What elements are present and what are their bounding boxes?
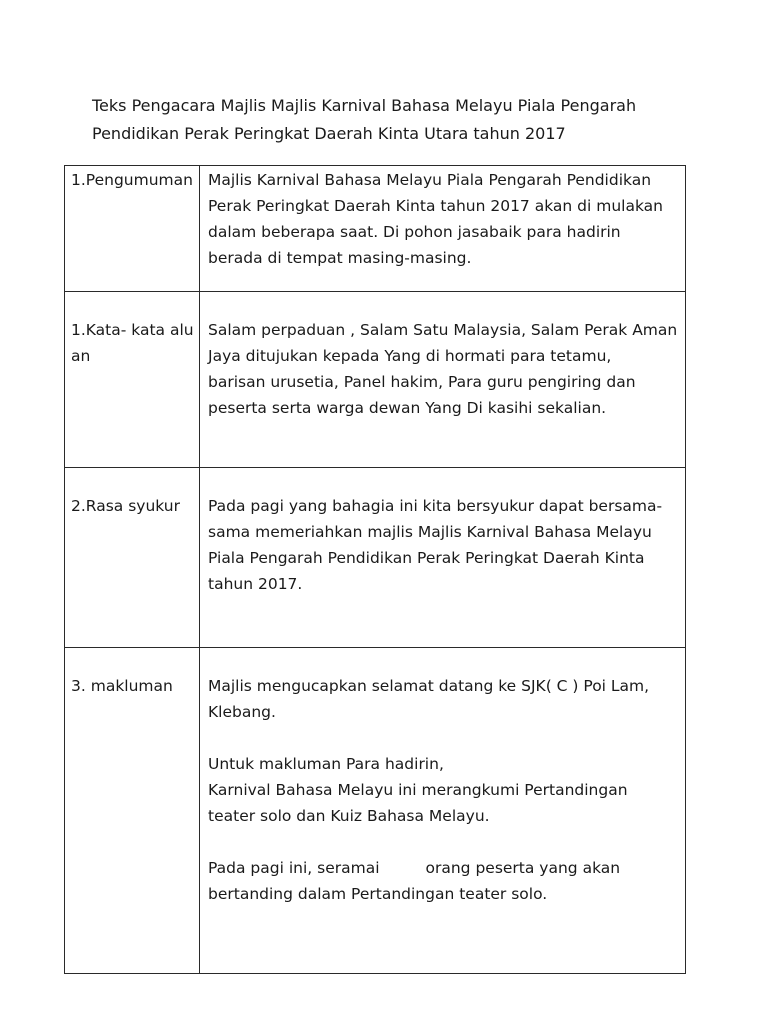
paragraph xyxy=(208,167,679,271)
row-label: 2.Rasa syukur xyxy=(65,468,200,648)
row-content xyxy=(200,468,686,648)
row-content xyxy=(200,292,686,468)
text-line: Perak Peringkat Daerah Kinta tahun 2017 akan di mulakan xyxy=(208,197,663,215)
row-content xyxy=(200,166,686,292)
text-line: bertanding dalam Pertandingan teater solo. xyxy=(208,885,548,903)
text-fragment: orang peserta yang akan xyxy=(425,859,621,877)
text-fragment: Pada pagi ini, seramai xyxy=(208,859,380,877)
paragraph xyxy=(208,855,679,907)
text-line: berada di tempat masing-masing. xyxy=(208,249,472,267)
script-table xyxy=(64,165,686,974)
row-label: 1.Pengumuman xyxy=(65,166,200,292)
row-label: 1.Kata- kata aluan xyxy=(65,292,200,468)
text-line: dalam beberapa saat. Di pohon jasabaik para hadirin xyxy=(208,223,621,241)
text-line: Karnival Bahasa Melayu ini merangkumi Pertandingan xyxy=(208,781,628,799)
text-line: Piala Pengarah Pendidikan Perak Peringkat Daerah Kinta xyxy=(208,549,645,567)
paragraph xyxy=(208,751,679,829)
table-row xyxy=(65,292,686,468)
text-line: Majlis mengucapkan selamat datang ke SJK( C ) Poi Lam, xyxy=(208,677,650,695)
text-line: Jaya ditujukan kepada Yang di hormati para tetamu, xyxy=(208,347,612,365)
text-line: peserta serta warga dewan Yang Di kasihi sekalian. xyxy=(208,399,607,417)
text-line: barisan urusetia, Panel hakim, Para guru pengiring dan xyxy=(208,373,636,391)
row-label: 3. makluman xyxy=(65,648,200,974)
text-line xyxy=(208,855,679,881)
row-content xyxy=(200,648,686,974)
text-line: teater solo dan Kuiz Bahasa Melayu. xyxy=(208,807,490,825)
paragraph xyxy=(208,317,679,421)
title-line-1: Teks Pengacara Majlis Majlis Karnival Bahasa Melayu Piala Pengarah xyxy=(92,96,637,115)
text-line: Pada pagi yang bahagia ini kita bersyukur dapat bersama- xyxy=(208,497,663,515)
paragraph xyxy=(208,493,679,597)
text-line: tahun 2017. xyxy=(208,575,303,593)
text-line: Salam perpaduan , Salam Satu Malaysia, Salam Perak Aman xyxy=(208,321,678,339)
title-line-2: Pendidikan Perak Peringkat Daerah Kinta Utara tahun 2017 xyxy=(92,124,566,143)
text-line: sama memeriahkan majlis Majlis Karnival Bahasa Melayu xyxy=(208,523,652,541)
paragraph xyxy=(208,673,679,725)
document-title xyxy=(92,92,712,148)
table-row xyxy=(65,166,686,292)
text-line: Klebang. xyxy=(208,703,276,721)
table-row xyxy=(65,648,686,974)
table-row xyxy=(65,468,686,648)
text-line: Majlis Karnival Bahasa Melayu Piala Pengarah Pendidikan xyxy=(208,171,652,189)
text-line: Untuk makluman Para hadirin, xyxy=(208,755,444,773)
